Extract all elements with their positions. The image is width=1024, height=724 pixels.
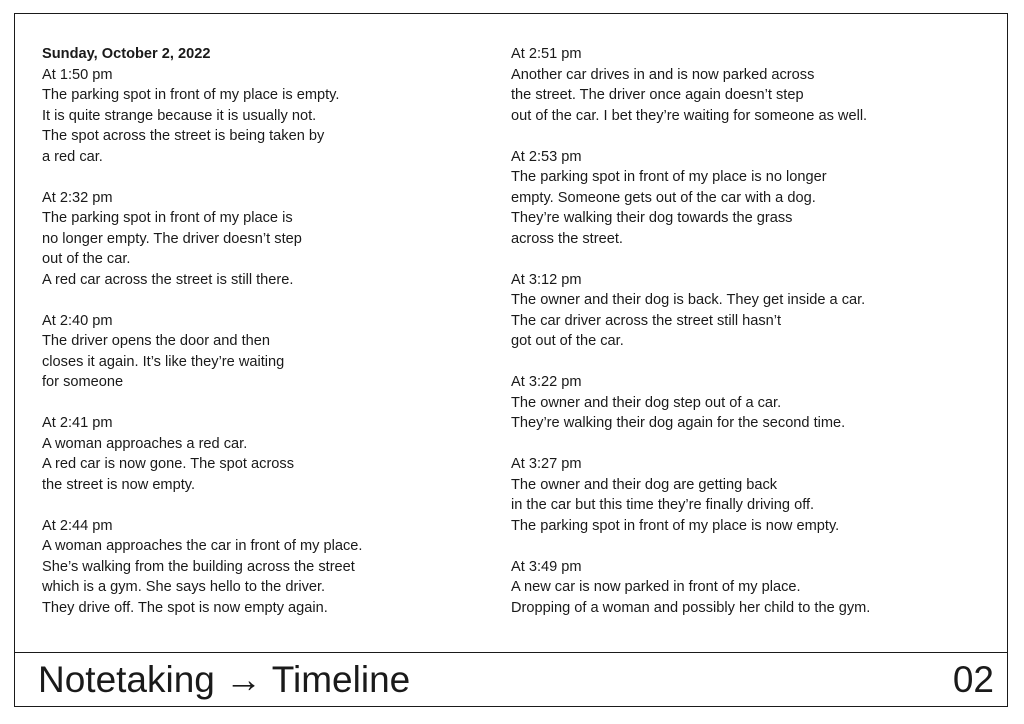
entry-time: At 2:51 pm	[511, 46, 582, 62]
entry-line: A woman approaches the car in front of my place.	[42, 538, 363, 554]
entry-line: in the car but this time they’re finally driving off.	[511, 497, 815, 513]
entry-line: They’re walking their dog towards the grass	[511, 210, 793, 226]
timeline-entry	[511, 557, 981, 619]
entry-time: At 3:22 pm	[511, 374, 582, 390]
entry-line: The parking spot in front of my place is empty.	[42, 87, 340, 103]
entry-line: The parking spot in front of my place is now empty.	[511, 517, 840, 534]
timeline-entry	[511, 372, 981, 434]
entry-time: At 2:53 pm	[511, 148, 582, 165]
timeline-entry	[42, 65, 482, 168]
slide-frame	[14, 13, 1008, 707]
timeline-entry	[42, 311, 482, 393]
entry-line: across the street.	[511, 230, 623, 247]
entry-line: A red car is now gone. The spot across	[42, 456, 295, 472]
entry-line: The parking spot in front of my place is no longer	[511, 169, 827, 185]
timeline-content	[15, 14, 1007, 654]
entry-time: At 1:50 pm	[42, 66, 113, 83]
entry-line: The owner and their dog step out of a car.	[511, 394, 782, 411]
timeline-entry	[511, 44, 981, 126]
entry-line: The driver opens the door and then	[42, 333, 270, 349]
timeline-entry	[42, 413, 482, 495]
entry-time: At 3:49 pm	[511, 558, 582, 575]
entry-line: The spot across the street is being taken by	[42, 128, 325, 144]
entry-line: She’s walking from the building across the street	[42, 558, 355, 575]
entry-line: A red car across the street is still there.	[42, 271, 294, 288]
entry-line: for someone	[42, 374, 124, 390]
entry-time: At 2:32 pm	[42, 189, 113, 206]
entry-line: A woman approaches a red car.	[42, 435, 248, 452]
entry-line: got out of the car.	[511, 333, 624, 349]
entry-line: the street. The driver once again doesn’t step	[511, 87, 804, 103]
right-column	[511, 44, 981, 639]
entry-line: A new car is now parked in front of my place.	[511, 579, 801, 595]
entry-line: They’re walking their dog again for the second time.	[511, 415, 846, 431]
log-date: Sunday, October 2, 2022	[42, 46, 211, 62]
timeline-entry	[42, 188, 482, 291]
entry-time: At 2:40 pm	[42, 312, 113, 329]
entry-time: At 2:41 pm	[42, 415, 113, 431]
entry-line: The parking spot in front of my place is	[42, 210, 293, 226]
timeline-entry	[511, 270, 981, 352]
timeline-entry	[42, 516, 482, 619]
left-column	[42, 44, 482, 639]
entry-line: which is a gym. She says hello to the driver.	[42, 579, 326, 595]
timeline-entry	[511, 454, 981, 536]
timeline-entry	[511, 147, 981, 250]
entry-line: a red car.	[42, 148, 103, 165]
entry-line: The owner and their dog is back. They get inside a car.	[511, 292, 866, 308]
entry-time: At 3:27 pm	[511, 456, 582, 472]
entry-line: Dropping of a woman and possibly her child to the gym.	[511, 599, 871, 616]
entry-line: no longer empty. The driver doesn’t step	[42, 230, 302, 247]
entry-line: The owner and their dog are getting back	[511, 476, 778, 493]
slide-footer	[15, 652, 1007, 706]
entry-line: It is quite strange because it is usually not.	[42, 107, 317, 124]
entry-line: Another car drives in and is now parked across	[511, 66, 815, 83]
entry-line: out of the car. I bet they’re waiting for someone as well.	[511, 107, 868, 124]
slide-title: Notetaking → Timeline	[38, 659, 411, 700]
entry-line: The car driver across the street still hasn’t	[511, 312, 782, 329]
entry-line: closes it again. It’s like they’re waiting	[42, 353, 285, 370]
entry-time: At 3:12 pm	[511, 271, 582, 288]
entry-line: empty. Someone gets out of the car with a dog.	[511, 189, 816, 206]
entry-time: At 2:44 pm	[42, 517, 113, 534]
entry-line: the street is now empty.	[42, 476, 196, 493]
page-number: 02	[952, 659, 994, 700]
entry-line: out of the car.	[42, 251, 131, 267]
entry-line: They drive off. The spot is now empty again.	[42, 599, 328, 616]
